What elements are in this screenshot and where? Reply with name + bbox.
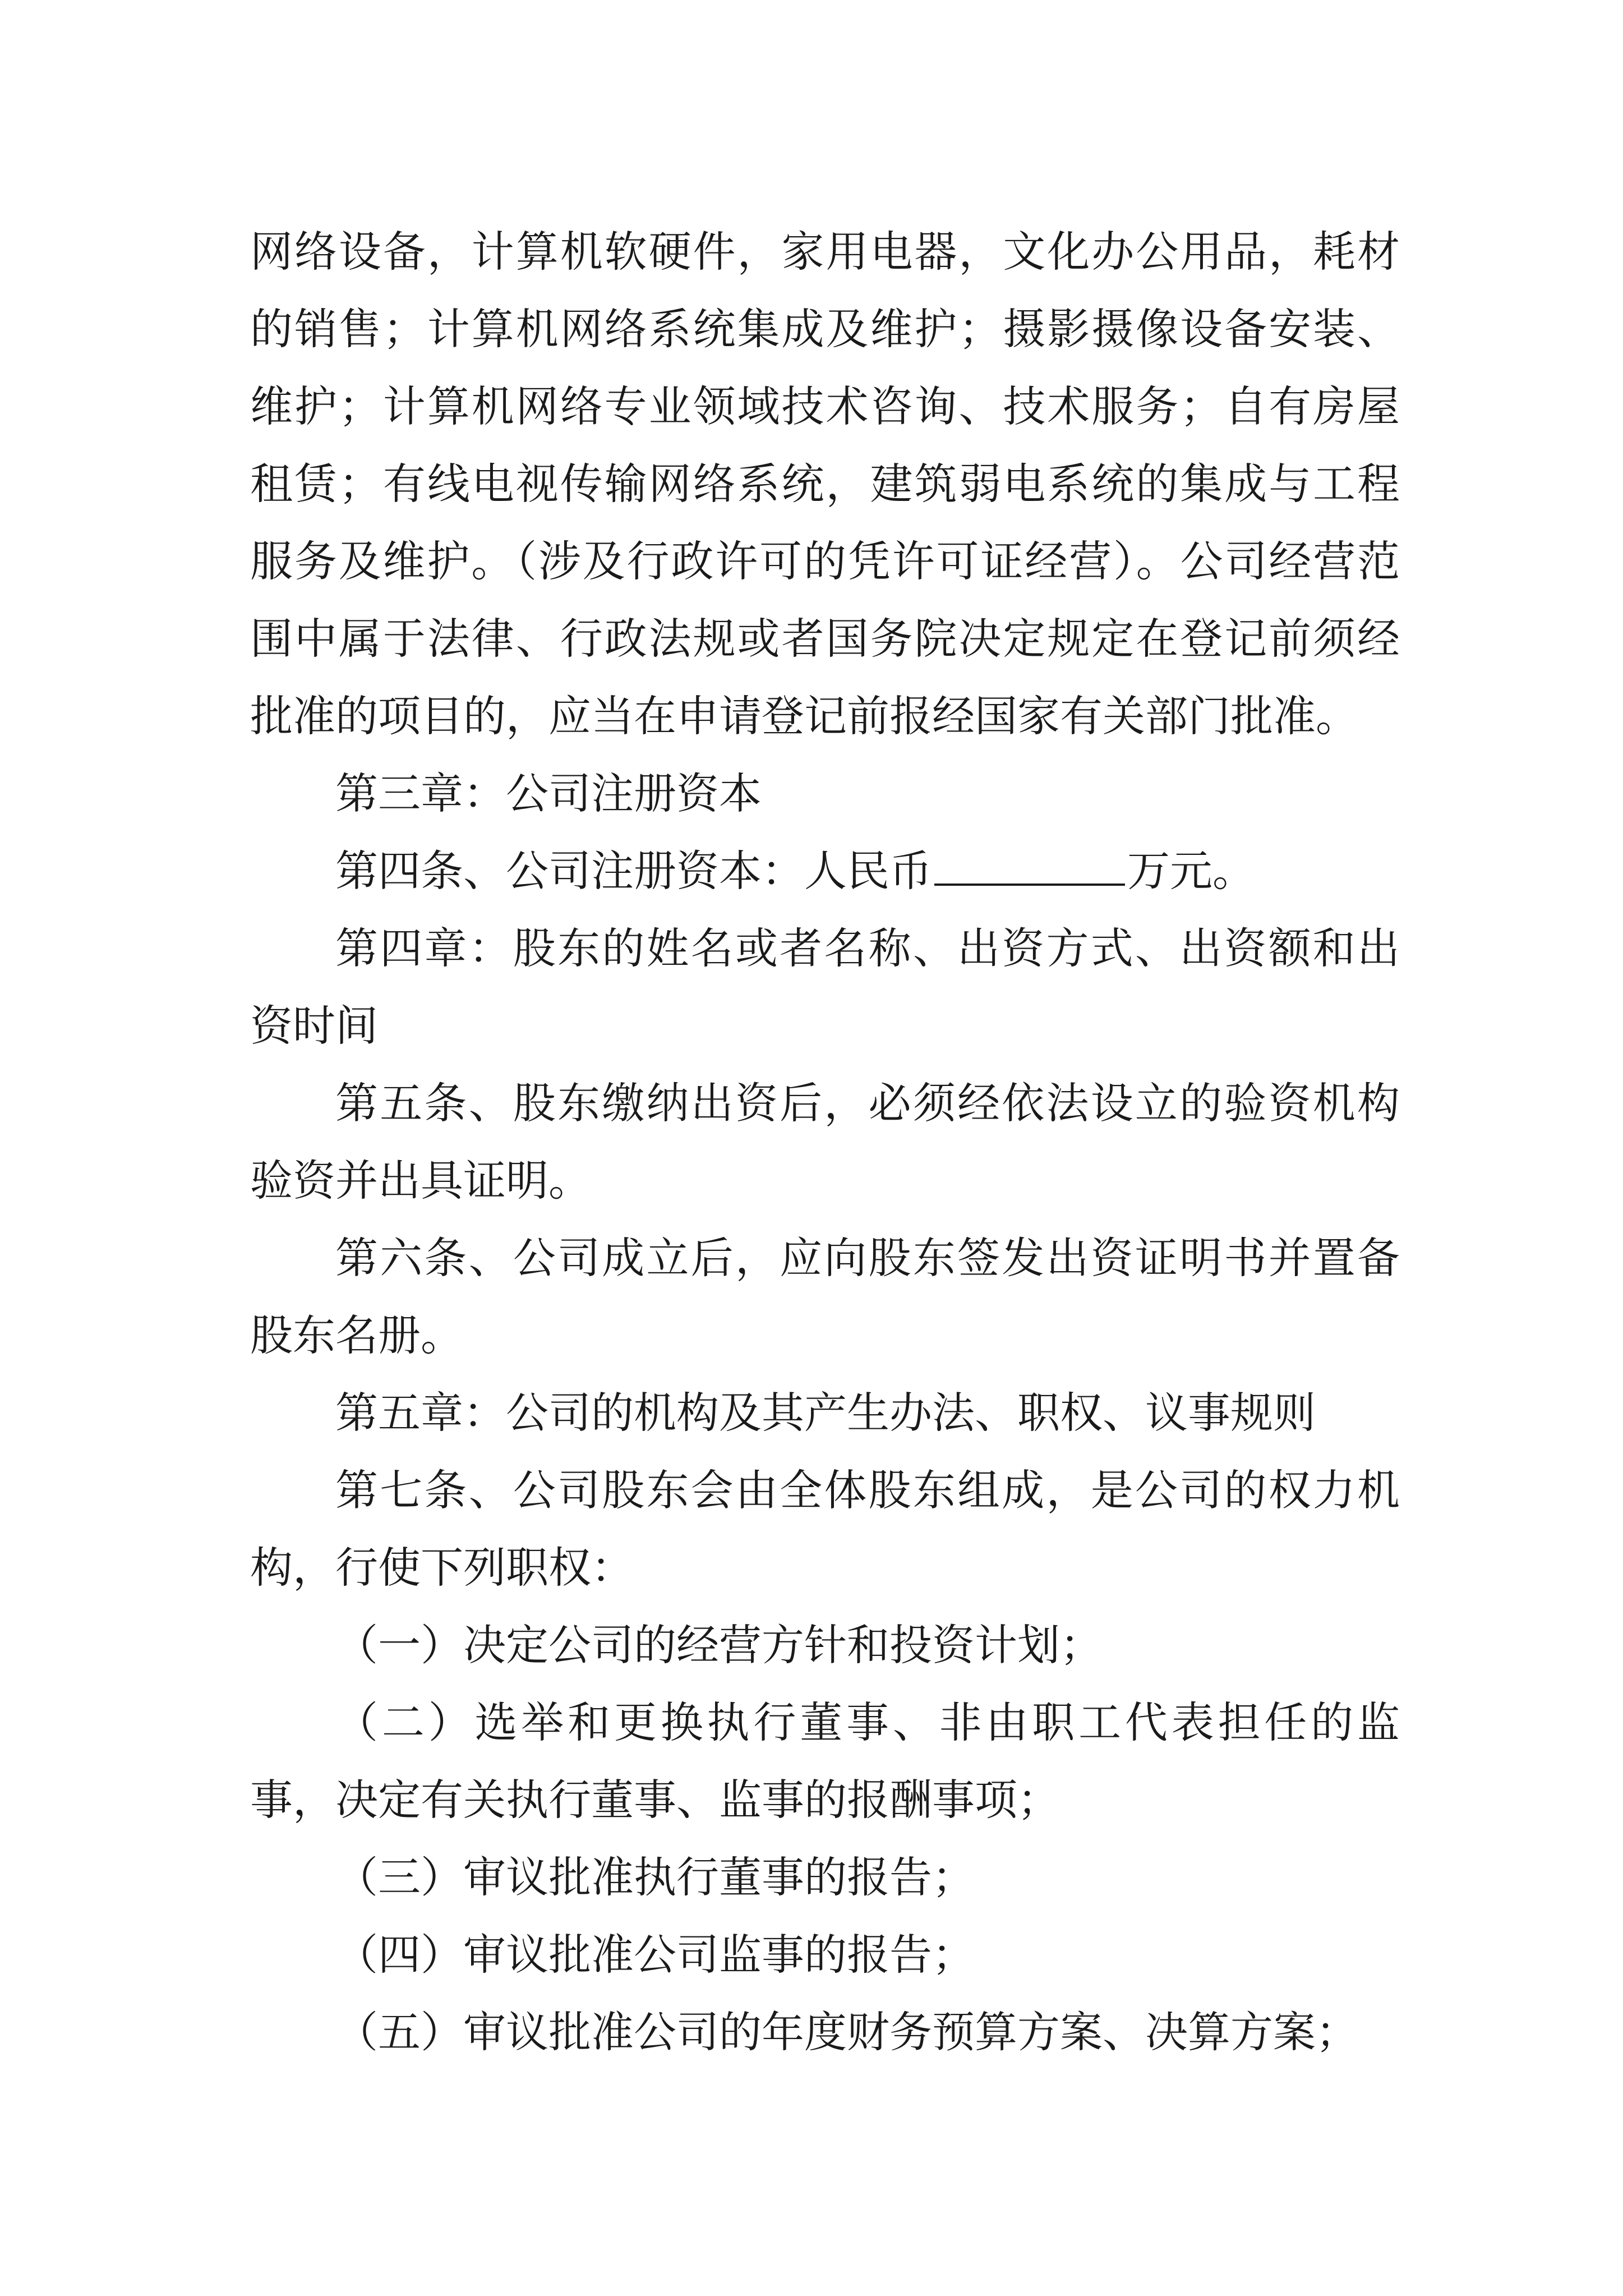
business-scope-paragraph: 网络设备，计算机软硬件，家用电器，文化办公用品，耗材的销售；计算机网络系统集成及维护；摄影摄像设备安装、维护；计算机网络专业领域技术咨询、技术服务；自有房屋租赁；有线电视传输网络系统，建筑弱电系统的集成与工程服务及维护。（涉及行政许可的凭许可证经营）。公司经营范围中属于法律、行政法规或者国务院决定规定在登记前须经批准的项目的，应当在申请登记前报经国家有关部门批准。: [250, 227, 1400, 741]
article-6-paragraph: 第六条、公司成立后，应向股东签发出资证明书并置备股东名册。: [250, 1233, 1400, 1360]
power-item-1: （一）决定公司的经营方针和投资计划；: [335, 1620, 1103, 1670]
power-item-5: （五）审议批准公司的年度财务预算方案、决算方案；: [335, 2007, 1358, 2057]
article-4-unit: 万元。: [1127, 846, 1255, 896]
power-item-4: （四）审议批准公司监事的报告；: [335, 1930, 975, 1980]
chapter-5-heading: 第五章：公司的机构及其产生办法、职权、议事规则: [335, 1388, 1316, 1438]
power-item-3: （三）审议批准执行董事的报告；: [335, 1852, 975, 1902]
article-5-paragraph: 第五条、股东缴纳出资后，必须经依法设立的验资机构验资并出具证明。: [250, 1078, 1400, 1205]
power-item-2: （二）选举和更换执行董事、非由职工代表担任的监事，决定有关执行董事、监事的报酬事项；: [250, 1697, 1400, 1825]
article-4-paragraph: [250, 832, 1400, 910]
chapter-3-heading: 第三章：公司注册资本: [335, 769, 762, 818]
capital-amount-blank: [934, 844, 1125, 886]
article-4-text: 第四条、公司注册资本：人民币: [335, 846, 932, 896]
document-body: [250, 213, 1400, 2071]
article-7-paragraph: 第七条、公司股东会由全体股东组成，是公司的权力机构，行使下列职权：: [250, 1465, 1400, 1593]
chapter-4-heading: 第四章：股东的姓名或者名称、出资方式、出资额和出资时间: [250, 923, 1400, 1051]
